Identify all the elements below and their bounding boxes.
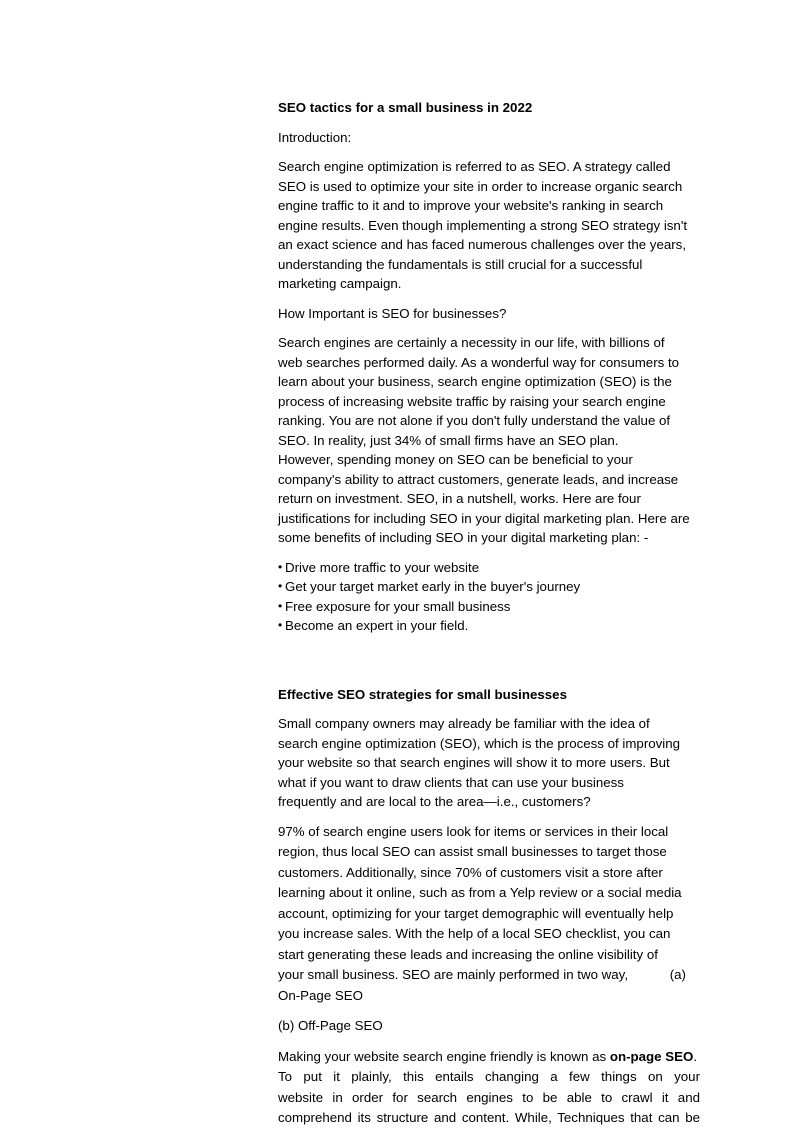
paragraph-line: learning about it online, such as from a Yelp review or a social media: [278, 885, 682, 900]
line-text: your small business. SEO are mainly performed in two way,: [278, 967, 629, 982]
list-item: [278, 616, 702, 636]
paragraph-line: understanding the fundamentals is still crucial for a successful: [278, 256, 643, 272]
off-page-line: (b) Off-Page SEO: [278, 1018, 383, 1033]
paragraph-line: frequently and are local to the area—i.e., customers?: [278, 794, 591, 809]
paragraph-line: customers. Additionally, since 70% of customers visit a store after: [278, 864, 663, 880]
paragraph-line: engine results. Even though implementing a strong SEO strategy isn't: [278, 217, 688, 233]
paragraph-line: return on investment. SEO, in a nutshell, works. Here are four: [278, 491, 641, 506]
on-page-paragraph: [278, 1047, 702, 1129]
line-text: .: [693, 1048, 698, 1064]
paragraph-line: However, spending money on SEO can be beneficial to your: [278, 452, 633, 467]
paragraph-line: [278, 1047, 702, 1068]
intro-paragraph: [278, 157, 702, 294]
paragraph-line: Search engines are certainly a necessity in our life, with billions of: [278, 335, 665, 350]
list-item: [278, 577, 702, 597]
paragraph-line: some benefits of including SEO in your digital marketing plan: -: [278, 530, 649, 545]
bullet-icon: •: [278, 618, 283, 632]
paragraph-line: SEO. In reality, just 34% of small firms have an SEO plan.: [278, 432, 619, 448]
paragraph-line: search engine optimization (SEO), which is the process of improving: [278, 735, 681, 751]
document-page: [278, 98, 702, 1129]
paragraph-line: SEO is used to optimize your site in order to increase organic search: [278, 178, 683, 194]
list-item-text: Get your target market early in the buyer's journey: [285, 579, 581, 594]
paragraph-line: you increase sales. With the help of a local SEO checklist, you can: [278, 926, 671, 941]
local-seo-paragraph: [278, 822, 702, 1007]
line-text: Making your website search engine friendly is known as: [278, 1048, 610, 1064]
spacer: [278, 636, 702, 685]
paragraph-line: company's ability to attract customers, generate leads, and increase: [278, 471, 679, 487]
paragraph-line: comprehend its structure and content. While, Techniques that can be: [278, 1110, 700, 1125]
line-text: (a): [669, 967, 686, 982]
paragraph-line: 97% of search engine users look for items or services in their local: [278, 823, 669, 839]
importance-paragraph: [278, 333, 702, 548]
list-item-text: Free exposure for your small business: [285, 598, 511, 614]
paragraph-line: region, thus local SEO can assist small businesses to target those: [278, 844, 667, 859]
paragraph-line: Search engine optimization is referred to as SEO. A strategy called: [278, 159, 671, 174]
paragraph-line: ranking. You are not alone if you don't fully understand the value of: [278, 413, 671, 428]
bullet-icon: •: [278, 598, 283, 613]
paragraph-line: website in order for search engines to be able to crawl it and: [278, 1089, 700, 1105]
list-item: [278, 558, 702, 578]
intro-label: Introduction:: [278, 129, 352, 145]
paragraph-line: web searches performed daily. As a wonderful way for consumers to: [278, 354, 680, 370]
paragraph-line: justifications for including SEO in your digital marketing plan. Here are: [278, 510, 690, 526]
paragraph-line: process of increasing website traffic by raising your search engine: [278, 393, 666, 409]
strategies-paragraph: [278, 714, 702, 812]
benefits-list: [278, 558, 702, 636]
list-item: [278, 597, 702, 617]
bullet-icon: •: [278, 579, 283, 593]
paragraph-line: [278, 965, 686, 986]
paragraph-line: your website so that search engines will show it to more users. But: [278, 755, 670, 770]
paragraph-line: an exact science and has faced numerous challenges over the years,: [278, 237, 687, 252]
paragraph-line: marketing campaign.: [278, 276, 402, 291]
importance-label: How Important is SEO for businesses?: [278, 305, 507, 321]
paragraph-line: Small company owners may already be familiar with the idea of: [278, 716, 650, 731]
paragraph-line: account, optimizing for your target demographic will eventually help: [278, 905, 674, 921]
paragraph-line: start generating these leads and increasing the online visibility of: [278, 946, 658, 962]
strategies-heading: Effective SEO strategies for small businesses: [278, 686, 567, 702]
paragraph-line: On-Page SEO: [278, 987, 363, 1003]
bold-term: on-page SEO: [609, 1048, 694, 1064]
list-item-text: Drive more traffic to your website: [285, 559, 480, 575]
bullet-icon: •: [278, 559, 283, 574]
list-item-text: Become an expert in your field.: [285, 618, 469, 633]
paragraph-line: learn about your business, search engine optimization (SEO) is the: [278, 374, 672, 389]
document-title: SEO tactics for a small business in 2022: [278, 100, 533, 115]
paragraph-line: engine traffic to it and to improve your website's ranking in search: [278, 198, 664, 213]
paragraph-line: To put it plainly, this entails changing a few things on your: [278, 1069, 700, 1084]
paragraph-line: what if you want to draw clients that can use your business: [278, 774, 624, 790]
